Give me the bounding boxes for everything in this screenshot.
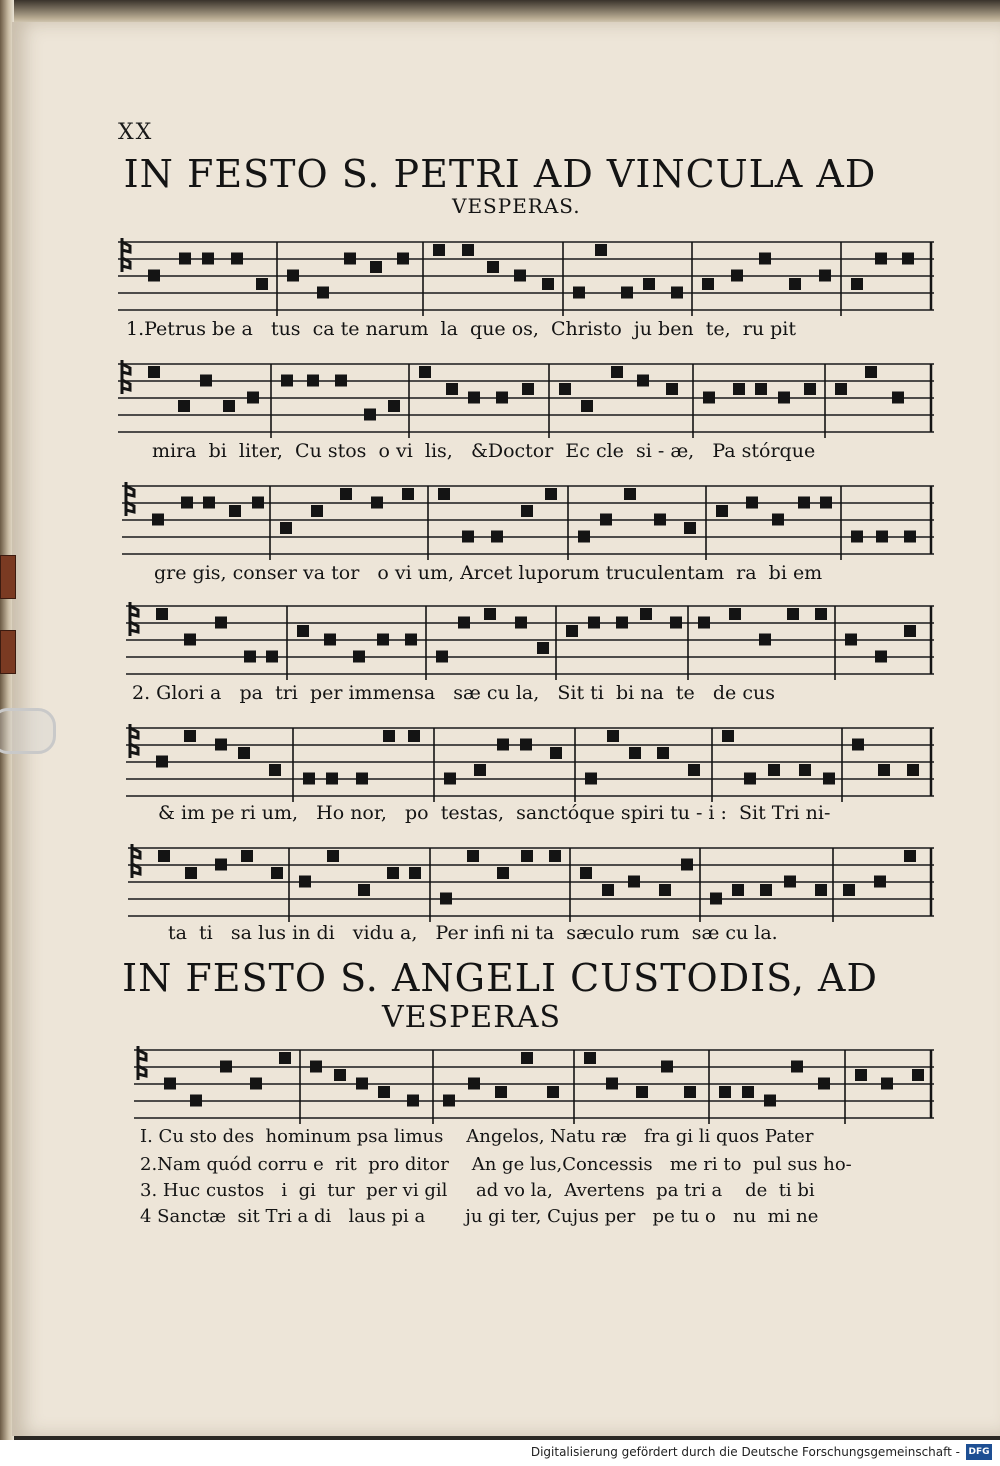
neume-note	[865, 366, 877, 378]
neume-note	[252, 497, 264, 509]
hymn-verse-4: 4 Sanctæ sit Tri a di laus pi a ju gi ter, Cujus per pe tu o nu mi ne	[140, 1206, 819, 1227]
neume-note	[164, 1078, 176, 1090]
neume-note	[845, 634, 857, 646]
neume-note	[269, 764, 281, 776]
neume-note	[520, 739, 532, 751]
neume-note	[484, 608, 496, 620]
neume-note	[405, 634, 417, 646]
neume-note	[875, 651, 887, 663]
neume-note	[497, 739, 509, 751]
neume-note	[334, 1069, 346, 1081]
neume-note	[550, 747, 562, 759]
folio-number: XX	[118, 120, 154, 145]
neume-note	[522, 383, 534, 395]
neume-note	[784, 876, 796, 888]
neume-note	[876, 531, 888, 543]
neume-note	[515, 617, 527, 629]
neume-note	[299, 876, 311, 888]
neume-note	[823, 773, 835, 785]
neume-note	[181, 497, 193, 509]
neume-note	[446, 383, 458, 395]
neume-note	[419, 366, 431, 378]
neume-note	[468, 392, 480, 404]
neume-note	[438, 488, 450, 500]
neume-note	[657, 747, 669, 759]
neume-note	[815, 608, 827, 620]
neume-note	[215, 739, 227, 751]
section-subtitle-petri: VESPERAS.	[452, 194, 581, 218]
neume-note	[462, 244, 474, 256]
neume-note	[798, 497, 810, 509]
neume-note	[220, 1061, 232, 1073]
neume-note	[542, 278, 554, 290]
neume-note	[311, 505, 323, 517]
neume-note	[388, 400, 400, 412]
hymn-verse-2: 2.Nam quód corru e rit pro ditor An ge lus,Concessis me ri to pul sus ho-	[140, 1154, 852, 1175]
neume-note	[681, 859, 693, 871]
neume-note	[746, 497, 758, 509]
neume-note	[602, 884, 614, 896]
section-subtitle-angeli: VESPERAS	[382, 1000, 562, 1035]
neume-note	[231, 253, 243, 265]
neume-note	[729, 608, 741, 620]
neume-note	[495, 1086, 507, 1098]
neume-note	[408, 730, 420, 742]
section-title-angeli: IN FESTO S. ANGELI CUSTODIS, AD	[122, 956, 878, 1000]
neume-note	[247, 392, 259, 404]
neume-note	[467, 850, 479, 862]
neume-note	[606, 1078, 618, 1090]
neume-note	[581, 400, 593, 412]
neume-note	[202, 253, 214, 265]
neume-note	[855, 1069, 867, 1081]
neume-note	[271, 867, 283, 879]
neume-note	[684, 522, 696, 534]
neume-note	[156, 608, 168, 620]
neume-note	[458, 617, 470, 629]
neume-note	[397, 253, 409, 265]
clef-icon	[126, 482, 134, 516]
neume-note	[158, 850, 170, 862]
neume-note	[358, 884, 370, 896]
lyric-line-3: gre gis, conser va tor o vi um, Arcet luporum truculentam ra bi em	[154, 562, 823, 584]
neume-note	[378, 1086, 390, 1098]
neume-note	[468, 1078, 480, 1090]
neume-note	[722, 730, 734, 742]
neume-note	[443, 1095, 455, 1107]
neume-note	[241, 850, 253, 862]
neume-note	[759, 253, 771, 265]
clef-icon	[130, 602, 138, 636]
neume-note	[578, 531, 590, 543]
neume-note	[223, 400, 235, 412]
lyric-line-6: ta ti sa lus in di vidu a, Per infi ni ta sæculo rum sæ cu la.	[168, 922, 778, 944]
music-staff-6	[128, 838, 934, 922]
neume-note	[440, 893, 452, 905]
dfg-logo: DFG	[966, 1444, 992, 1460]
neume-note	[904, 531, 916, 543]
neume-note	[244, 651, 256, 663]
neume-note	[719, 1086, 731, 1098]
neume-note	[818, 1078, 830, 1090]
neume-note	[281, 375, 293, 387]
neume-note	[190, 1095, 202, 1107]
neume-note	[607, 730, 619, 742]
neume-note	[875, 253, 887, 265]
neume-note	[778, 392, 790, 404]
neume-note	[250, 1078, 262, 1090]
neume-note	[377, 634, 389, 646]
neume-note	[521, 1052, 533, 1064]
neume-note	[851, 531, 863, 543]
neume-note	[760, 884, 772, 896]
music-staff-1	[118, 232, 934, 316]
neume-note	[640, 608, 652, 620]
neume-note	[580, 867, 592, 879]
clef-icon	[122, 238, 130, 272]
neume-note	[611, 366, 623, 378]
neume-note	[584, 1052, 596, 1064]
clef-icon	[122, 360, 130, 394]
neume-note	[371, 497, 383, 509]
neume-note	[688, 764, 700, 776]
neume-note	[409, 867, 421, 879]
neume-note	[356, 773, 368, 785]
neume-note	[545, 488, 557, 500]
neume-note	[716, 505, 728, 517]
lyric-line-4: 2. Glori a pa tri per immensa sæ cu la, Sit ti bi na te de cus	[132, 682, 775, 704]
neume-note	[256, 278, 268, 290]
music-staff-4	[126, 596, 934, 680]
neume-note	[742, 1086, 754, 1098]
music-staff-3	[122, 476, 934, 560]
neume-note	[152, 514, 164, 526]
neume-note	[491, 531, 503, 543]
neume-note	[356, 1078, 368, 1090]
page-tab-marker	[0, 555, 16, 599]
neume-note	[280, 522, 292, 534]
neume-note	[629, 747, 641, 759]
neume-note	[768, 764, 780, 776]
neume-note	[537, 642, 549, 654]
neume-note	[820, 497, 832, 509]
neume-note	[547, 1086, 559, 1098]
neume-note	[370, 261, 382, 273]
neume-note	[588, 617, 600, 629]
neume-note	[303, 773, 315, 785]
neume-note	[407, 1095, 419, 1107]
neume-note	[851, 278, 863, 290]
neume-note	[654, 514, 666, 526]
neume-note	[684, 1086, 696, 1098]
neume-note	[497, 867, 509, 879]
neume-note	[344, 253, 356, 265]
neume-note	[666, 383, 678, 395]
neume-note	[710, 893, 722, 905]
neume-note	[353, 651, 365, 663]
neume-note	[402, 488, 414, 500]
neume-note	[732, 884, 744, 896]
neume-note	[324, 634, 336, 646]
neume-note	[185, 867, 197, 879]
neume-note	[521, 505, 533, 517]
neume-note	[203, 497, 215, 509]
neume-note	[659, 884, 671, 896]
neume-note	[521, 850, 533, 862]
neume-note	[755, 383, 767, 395]
neume-note	[636, 1086, 648, 1098]
neume-note	[764, 1095, 776, 1107]
neume-note	[178, 400, 190, 412]
neume-note	[731, 270, 743, 282]
paper-clip	[0, 708, 56, 754]
neume-note	[156, 756, 168, 768]
neume-note	[387, 867, 399, 879]
neume-note	[327, 850, 339, 862]
neume-note	[335, 375, 347, 387]
lyric-line-1: 1.Petrus be a tus ca te narum la que os, Christo ju ben te, ru pit	[126, 318, 796, 340]
neume-note	[835, 383, 847, 395]
music-staff-7	[134, 1040, 934, 1124]
neume-note	[184, 634, 196, 646]
clef-icon	[138, 1046, 146, 1080]
neume-note	[637, 375, 649, 387]
neume-note	[804, 383, 816, 395]
neume-note	[179, 253, 191, 265]
neume-note	[881, 1078, 893, 1090]
clef-icon	[130, 724, 138, 758]
neume-note	[733, 383, 745, 395]
music-staff-5	[126, 718, 934, 802]
neume-note	[772, 514, 784, 526]
lyric-line-5: & im pe ri um, Ho nor, po testas, sanctóque spiri tu - i : Sit Tri ni-	[158, 802, 831, 824]
neume-note	[789, 278, 801, 290]
neume-note	[703, 392, 715, 404]
neume-note	[878, 764, 890, 776]
neume-note	[819, 270, 831, 282]
hymn-verse-1: I. Cu sto des hominum psa limus Angelos, Natu ræ fra gi li quos Pater	[140, 1126, 814, 1147]
neume-note	[496, 392, 508, 404]
clef-icon	[132, 844, 140, 878]
neume-note	[340, 488, 352, 500]
section-title-petri: IN FESTO S. PETRI AD VINCULA AD	[123, 152, 877, 196]
neume-note	[287, 270, 299, 282]
neume-note	[433, 244, 445, 256]
page-tab-marker	[0, 630, 16, 674]
neume-note	[815, 884, 827, 896]
neume-note	[364, 409, 376, 421]
neume-note	[616, 617, 628, 629]
neume-note	[852, 739, 864, 751]
neume-note	[215, 617, 227, 629]
neume-note	[514, 270, 526, 282]
neume-note	[787, 608, 799, 620]
neume-note	[799, 764, 811, 776]
neume-note	[317, 287, 329, 299]
neume-note	[444, 773, 456, 785]
neume-note	[621, 287, 633, 299]
neume-note	[297, 625, 309, 637]
neume-note	[148, 270, 160, 282]
neume-note	[643, 278, 655, 290]
neume-note	[573, 287, 585, 299]
neume-note	[310, 1061, 322, 1073]
neume-note	[912, 1069, 924, 1081]
neume-note	[902, 253, 914, 265]
neume-note	[148, 366, 160, 378]
neume-note	[559, 383, 571, 395]
neume-note	[904, 625, 916, 637]
neume-note	[670, 617, 682, 629]
neume-note	[549, 850, 561, 862]
neume-note	[600, 514, 612, 526]
neume-note	[184, 730, 196, 742]
neume-note	[892, 392, 904, 404]
neume-note	[624, 488, 636, 500]
neume-note	[671, 287, 683, 299]
neume-note	[279, 1052, 291, 1064]
neume-note	[744, 773, 756, 785]
neume-note	[702, 278, 714, 290]
neume-note	[566, 625, 578, 637]
neume-note	[215, 859, 227, 871]
neume-note	[266, 651, 278, 663]
neume-note	[229, 505, 241, 517]
neume-note	[759, 634, 771, 646]
neume-note	[307, 375, 319, 387]
neume-note	[628, 876, 640, 888]
footer-bar	[0, 1440, 1000, 1466]
footer-credit: Digitalisierung gefördert durch die Deutsche Forschungsgemeinschaft -	[530, 1445, 960, 1459]
neume-note	[436, 651, 448, 663]
neume-note	[474, 764, 486, 776]
neume-note	[791, 1061, 803, 1073]
neume-note	[907, 764, 919, 776]
neume-note	[326, 773, 338, 785]
neume-note	[904, 850, 916, 862]
neume-note	[200, 375, 212, 387]
neume-note	[238, 747, 250, 759]
neume-note	[661, 1061, 673, 1073]
neume-note	[595, 244, 607, 256]
neume-note	[843, 884, 855, 896]
lyric-line-2: mira bi liter, Cu stos o vi lis, &Doctor Ec cle si - æ, Pa stórque	[152, 440, 816, 462]
hymn-verse-3: 3. Huc custos i gi tur per vi gil ad vo la, Avertens pa tri a de ti bi	[140, 1180, 815, 1201]
neume-note	[462, 531, 474, 543]
music-staff-2	[118, 354, 934, 438]
neume-note	[383, 730, 395, 742]
neume-note	[585, 773, 597, 785]
neume-note	[874, 876, 886, 888]
neume-note	[487, 261, 499, 273]
neume-note	[698, 617, 710, 629]
